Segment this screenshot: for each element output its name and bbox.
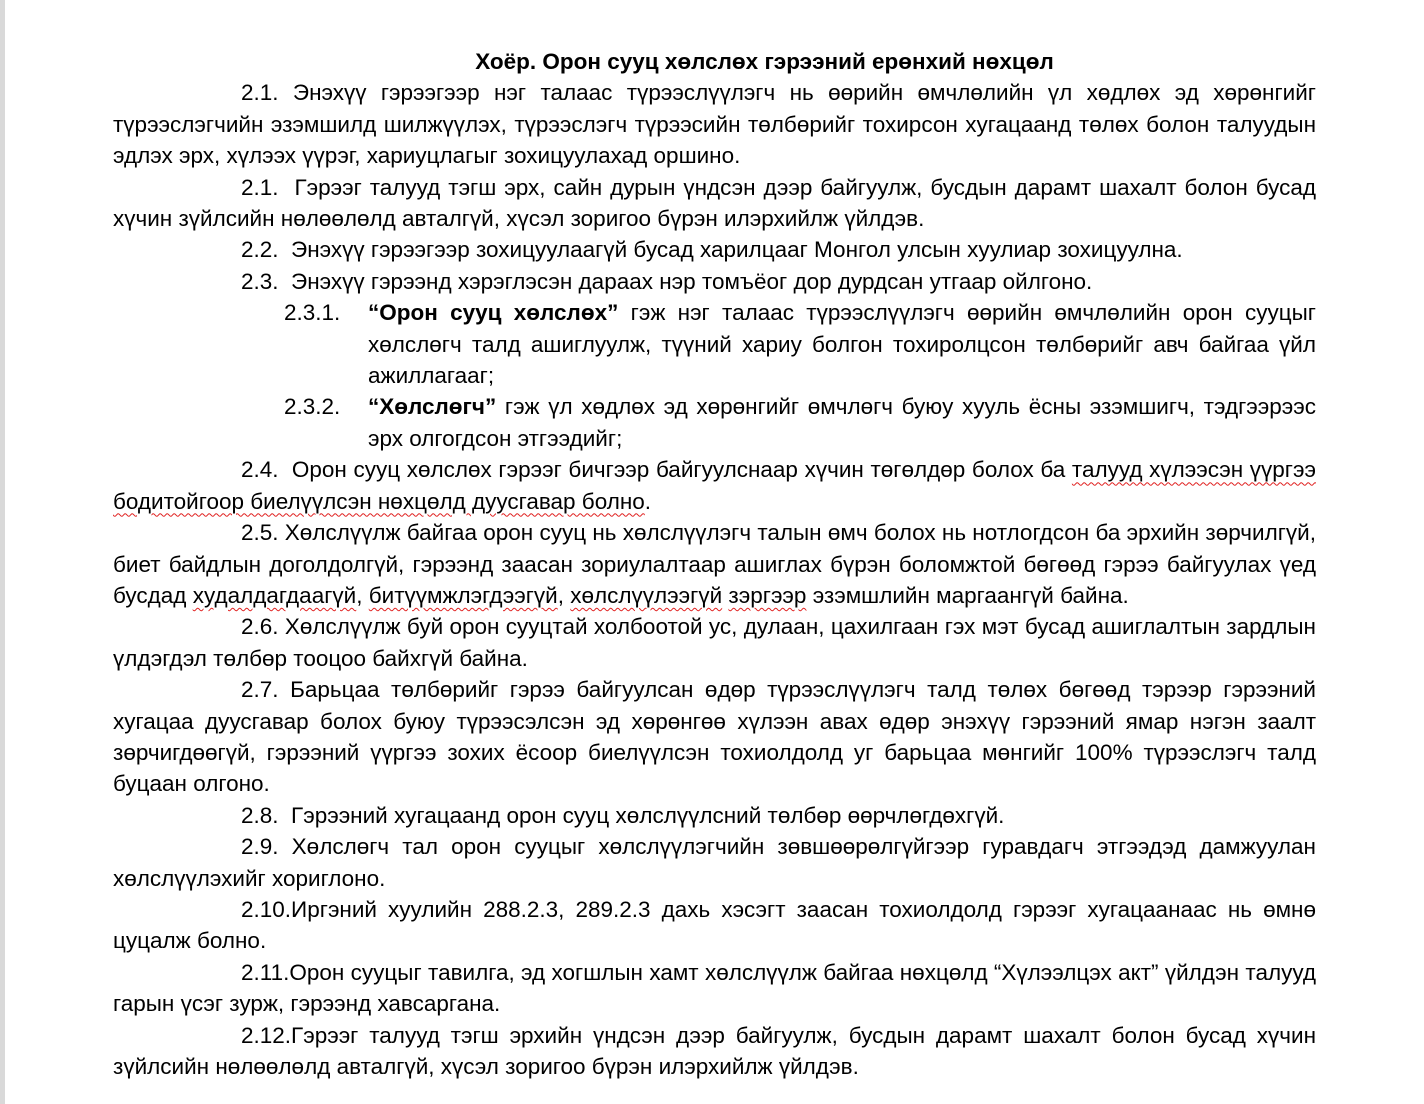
clause-2-6 (113, 611, 1316, 674)
spellcheck-flagged-word[interactable]: хөлслүүлээгүй (570, 582, 723, 608)
clause-2-1-a (113, 77, 1316, 171)
clause-text: Хөлслөгч тал орон сууцыг хөлслүүлэгчийн зөвшөөрөлгүйгээр гуравдагч этгээдэд дамжуулан хөлслүүлэхийг хориглоно. (113, 834, 1316, 891)
clause-text: Барьцаа төлбөрийг гэрээ байгуулсан өдөр түрээслүүлэгч талд төлөх бөгөөд тэрээр гэрээний хугацаа дуусгавар болох буюу түрээсэлсэн эд хөрөнгөө хүлээн авах өдөр энэхүү гэрээний ямар нэгэн заалт зөрчигдөөгүй, гэрээний үүргээ зохих ёсоор биелүүлсэн тохиолдолд уг барьцаа мөнгийг 100% түрээслэгч талд буцаан олгоно. (113, 677, 1316, 797)
clause-text: Орон сууц хөлслөх гэрээг бичгээр байгуулснаар хүчин төгөлдөр болох ба (291, 457, 1066, 483)
clause-number: 2.1. (241, 174, 279, 200)
clause-2-8 (113, 800, 1316, 831)
clause-2-3-1 (113, 297, 1316, 391)
clause-2-1-b (113, 172, 1316, 235)
clause-2-3 (113, 266, 1316, 297)
clause-2-9 (113, 831, 1316, 894)
defined-term: “Орон сууц хөлслөх” (368, 300, 619, 326)
clause-text: Гэрээг талууд тэгш эрх, сайн дурын үндсэн дээр байгуулж, бусдын дарамт шахалт болон бусад хүчин зүйлсийн нөлөөлөлд авталгүй, хүсэл зоригоо бүрэн илэрхийлж үйлдэв. (113, 174, 1316, 232)
clause-2-10 (113, 894, 1316, 957)
clause-number: 2.6. (241, 614, 279, 640)
clause-text: Энэхүү гэрээнд хэрэглэсэн дараах нэр томъёог дор дурдсан утгаар ойлгоно. (291, 268, 1093, 294)
clause-2-4 (113, 454, 1316, 517)
comma: , (356, 582, 363, 608)
clause-text: Хөлслүүлж буй орон сууцтай холбоотой ус, дулаан, цахилгаан гэх мэт бусад ашиглалтын зардлын үлдэгдэл төлбөр тооцоо байхгүй байна. (113, 614, 1316, 671)
clause-text: Хөлслүүлж байгаа орон сууц нь хөлслүүлэгч талын өмч болох нь нотлогдсон ба эрхийн зөрчилгүй, биет байдлын доголдолгүй, гэрээнд заасан зориулалтаар ашиглах бүрэн боломжтой бөгөөд гэрээ байгуулах үед бусдад (113, 520, 1316, 608)
spellcheck-flagged-word[interactable]: зэргээр (728, 582, 807, 608)
page-edge (0, 0, 5, 1104)
subclause-text: гэж үл хөдлөх эд хөрөнгийг өмчлөгч буюу хууль ёсны эзэмшигч, тэдгээрээс эрх олгогдсон этгээдийг; (368, 394, 1316, 451)
section-title: Хоёр. Орон сууц хөлслөх гэрээний ерөнхий нөхцөл (475, 49, 1054, 74)
spellcheck-flagged-word[interactable]: битүүмжлэгдээгүй (368, 582, 558, 608)
clause-text-end: эзэмшлийн маргаангүй байна. (812, 582, 1129, 608)
clause-text: Гэрээний хугацаанд орон сууц хөлслүүлсний төлбөр өөрчлөгдөхгүй. (291, 802, 1005, 828)
comma: , (557, 582, 564, 608)
clause-text: Гэрээг талууд тэгш эрхийн үндсэн дээр байгуулж, бусдын дарамт шахалт болон бусад хүчин зүйлсийн нөлөөлөлд авталгүй, хүсэл зоригоо бүрэн илэрхийлж үйлдэв. (113, 1022, 1316, 1079)
clause-text-end: . (644, 488, 652, 514)
spellcheck-flagged-word[interactable]: худалдагдаагүй (192, 582, 357, 608)
clause-number: 2.2. (241, 237, 279, 263)
subclause-number: 2.3.2. (284, 394, 341, 420)
clause-text: Орон сууцыг тавилга, эд хогшлын хамт хөлслүүлж байгаа нөхцөлд “Хүлээлцэх акт” үйлдэн талууд гарын үсэг зурж, гэрээнд хавсаргана. (113, 959, 1316, 1017)
defined-term: “Хөлслөгч” (368, 394, 497, 420)
document-body (113, 46, 1316, 1082)
clause-number: 2.7. (241, 677, 279, 703)
clause-2-11 (113, 957, 1316, 1020)
clause-2-12 (113, 1020, 1316, 1083)
clause-2-2 (113, 234, 1316, 265)
clause-text: Иргэний хуулийн 288.2.3, 289.2.3 дахь хэсэгт заасан тохиолдолд гэрээг хугацаанаас нь өмнө цуцалж болно. (113, 896, 1316, 954)
clause-2-3-2 (113, 391, 1316, 454)
subclause-number: 2.3.1. (284, 300, 341, 326)
clause-number: 2.10. (241, 896, 292, 922)
clause-number: 2.11. (241, 959, 290, 985)
clause-text: Энэхүү гэрээгээр нэг талаас түрээслүүлэгч нь өөрийн өмчлөлийн үл хөдлөх эд хөрөнгийг түрээслэгчийн эзэмшилд шилжүүлэх, түрээслэгч түрээсийн төлбөрийг тохирсон хугацаанд төлөх болон талуудын эдлэх эрх, хүлээх үүрэг, хариуцлагыг зохицуулахад оршино. (113, 80, 1316, 169)
clause-number: 2.12. (241, 1022, 292, 1048)
clause-number: 2.5. (241, 520, 279, 546)
clause-2-5 (113, 517, 1316, 611)
clause-2-7 (113, 674, 1316, 800)
clause-number: 2.4. (241, 457, 279, 483)
clause-number: 2.1. (241, 80, 279, 106)
clause-number: 2.9. (241, 834, 279, 860)
clause-text: Энэхүү гэрээгээр зохицуулаагүй бусад харилцааг Монгол улсын хуулиар зохицуулна. (291, 237, 1183, 263)
subclause-text: гэж нэг талаас түрээслүүлэгч өөрийн өмчлөлийн орон сууцыг хөлслөгч талд ашиглуулж, түүний хариу болгон тохиролцсон төлбөрийг авч байгаа үйл ажиллагааг; (368, 300, 1316, 389)
clause-number: 2.3. (241, 268, 279, 294)
clause-number: 2.8. (241, 802, 279, 828)
spellcheck-flagged-text[interactable]: талууд хүлээсэн үүргээ бодитойгоор биелүүлсэн нөхцөлд дуусгавар болно (113, 457, 1316, 514)
